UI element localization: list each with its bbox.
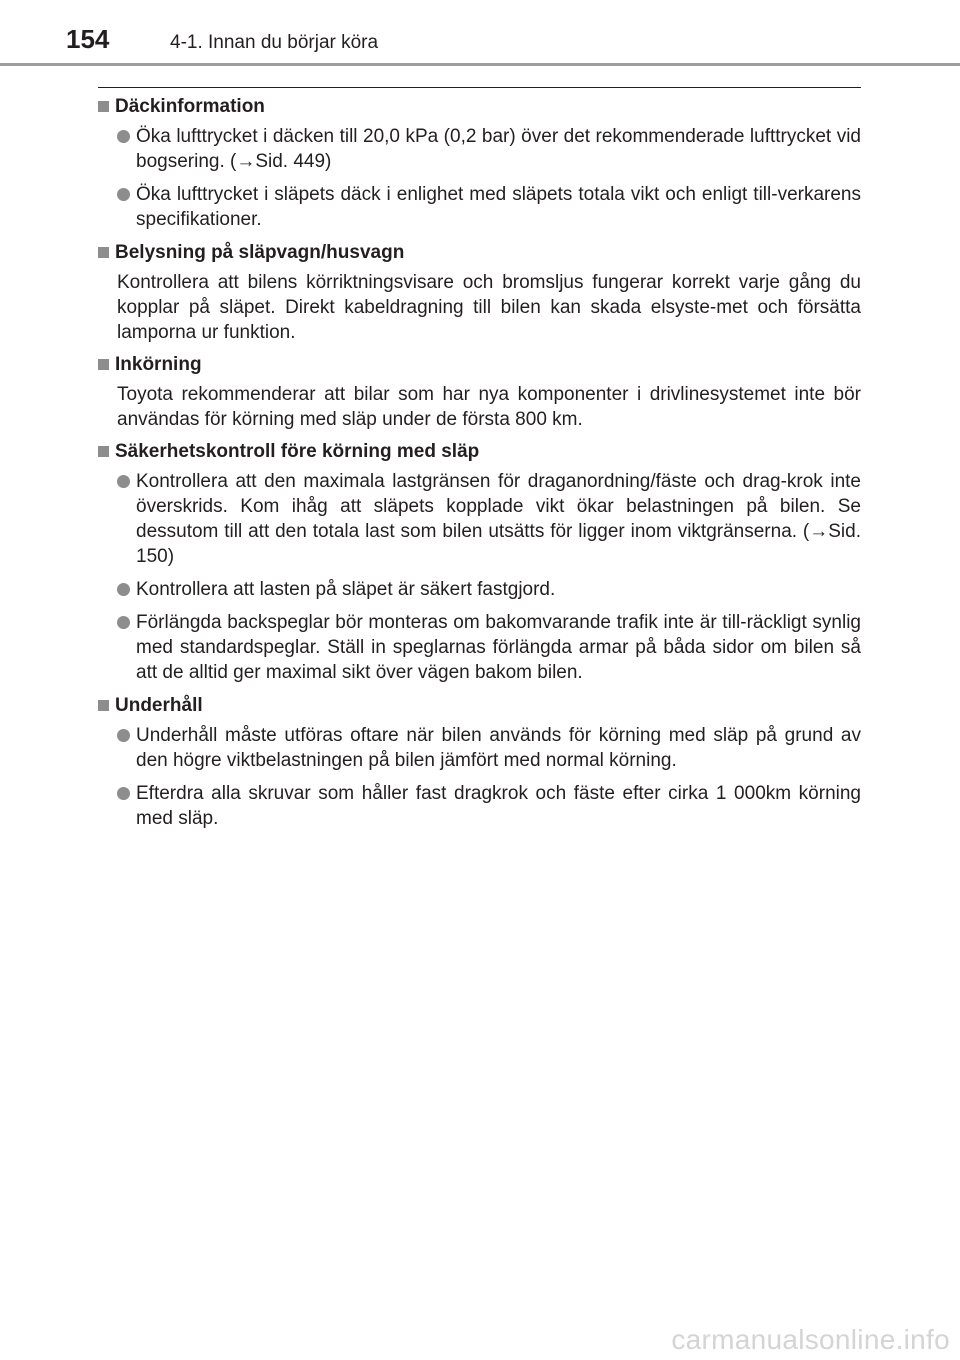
- chapter-title: 4-1. Innan du börjar köra: [170, 32, 379, 53]
- section-trailer-lighting: [98, 240, 861, 345]
- square-bullet-icon: [98, 446, 109, 457]
- bullet-item: [117, 781, 861, 831]
- square-bullet-icon: [98, 359, 109, 370]
- bullet-item: [117, 723, 861, 773]
- square-bullet-icon: [98, 247, 109, 258]
- bullet-item: [117, 124, 861, 174]
- page-header: [0, 0, 960, 64]
- section-heading: [98, 693, 861, 718]
- bullet-text: Kontrollera att lasten på släpet är säkert fastgjord.: [136, 579, 556, 600]
- section-safety-check: [98, 439, 861, 685]
- round-bullet-icon: [117, 188, 130, 201]
- round-bullet-icon: [117, 787, 130, 800]
- site-watermark: carmanualsonline.info: [671, 1324, 950, 1355]
- content-divider: [98, 87, 861, 88]
- section-heading-text: Inkörning: [115, 354, 202, 375]
- section-paragraph: Toyota rekommenderar att bilar som har nya komponenter i drivlinesystemet inte bör användas för körning med släp under de första 800 km.: [117, 384, 861, 430]
- section-heading-text: Säkerhetskontroll före körning med släp: [115, 441, 480, 462]
- bullet-text: Efterdra alla skruvar som håller fast dragkrok och fäste efter cirka 1 000km körning med släp.: [136, 783, 861, 829]
- page-content: [98, 94, 861, 839]
- round-bullet-icon: [117, 616, 130, 629]
- bullet-text: Kontrollera att den maximala lastgränsen för draganordning/fäste och drag-krok inte överskrids. Kom ihåg att släpets kopplade vikt ökar belastningen på bilen. Se dessutom till att den totala last som bilen utsätts för ligger inom viktgränserna. (→Sid. 150): [136, 471, 861, 567]
- section-heading-text: Underhåll: [115, 695, 203, 716]
- section-heading-text: Däckinformation: [115, 96, 265, 117]
- bullet-text: Öka lufttrycket i släpets däck i enlighet med släpets totala vikt och enligt till-verkarens specifikationer.: [136, 184, 861, 230]
- round-bullet-icon: [117, 729, 130, 742]
- section-heading: [98, 240, 861, 265]
- section-maintenance: [98, 693, 861, 831]
- section-tire-information: [98, 94, 861, 232]
- round-bullet-icon: [117, 583, 130, 596]
- bullet-item: [117, 577, 861, 602]
- section-heading: [98, 94, 861, 119]
- section-break-in: [98, 352, 861, 432]
- round-bullet-icon: [117, 130, 130, 143]
- round-bullet-icon: [117, 475, 130, 488]
- square-bullet-icon: [98, 101, 109, 112]
- section-heading-text: Belysning på släpvagn/husvagn: [115, 242, 405, 263]
- bullet-item: [117, 182, 861, 232]
- bullet-text: Öka lufttrycket i däcken till 20,0 kPa (0,2 bar) över det rekommenderade lufttrycket vid bogsering. (→Sid. 449): [136, 126, 861, 172]
- section-heading: [98, 352, 861, 377]
- bullet-text: Förlängda backspeglar bör monteras om bakomvarande trafik inte är till-räckligt synlig med standardspeglar. Ställ in speglarnas förlängda armar på båda sidor om bilen så att de alltid ger maximal sikt över vägen bakom bilen.: [136, 612, 861, 683]
- header-divider: [0, 63, 960, 66]
- page-number: 154: [66, 24, 110, 54]
- square-bullet-icon: [98, 700, 109, 711]
- bullet-item: [117, 610, 861, 685]
- bullet-text: Underhåll måste utföras oftare när bilen används för körning med släp på grund av den högre viktbelastningen på bilen jämfört med normal körning.: [136, 725, 861, 771]
- section-paragraph: Kontrollera att bilens körriktningsvisare och bromsljus fungerar korrekt varje gång du kopplar på släpet. Direkt kabeldragning till bilen kan skada elsyste-met och försätta lamporna ur funktion.: [117, 272, 861, 343]
- bullet-item: [117, 469, 861, 569]
- section-heading: [98, 439, 861, 464]
